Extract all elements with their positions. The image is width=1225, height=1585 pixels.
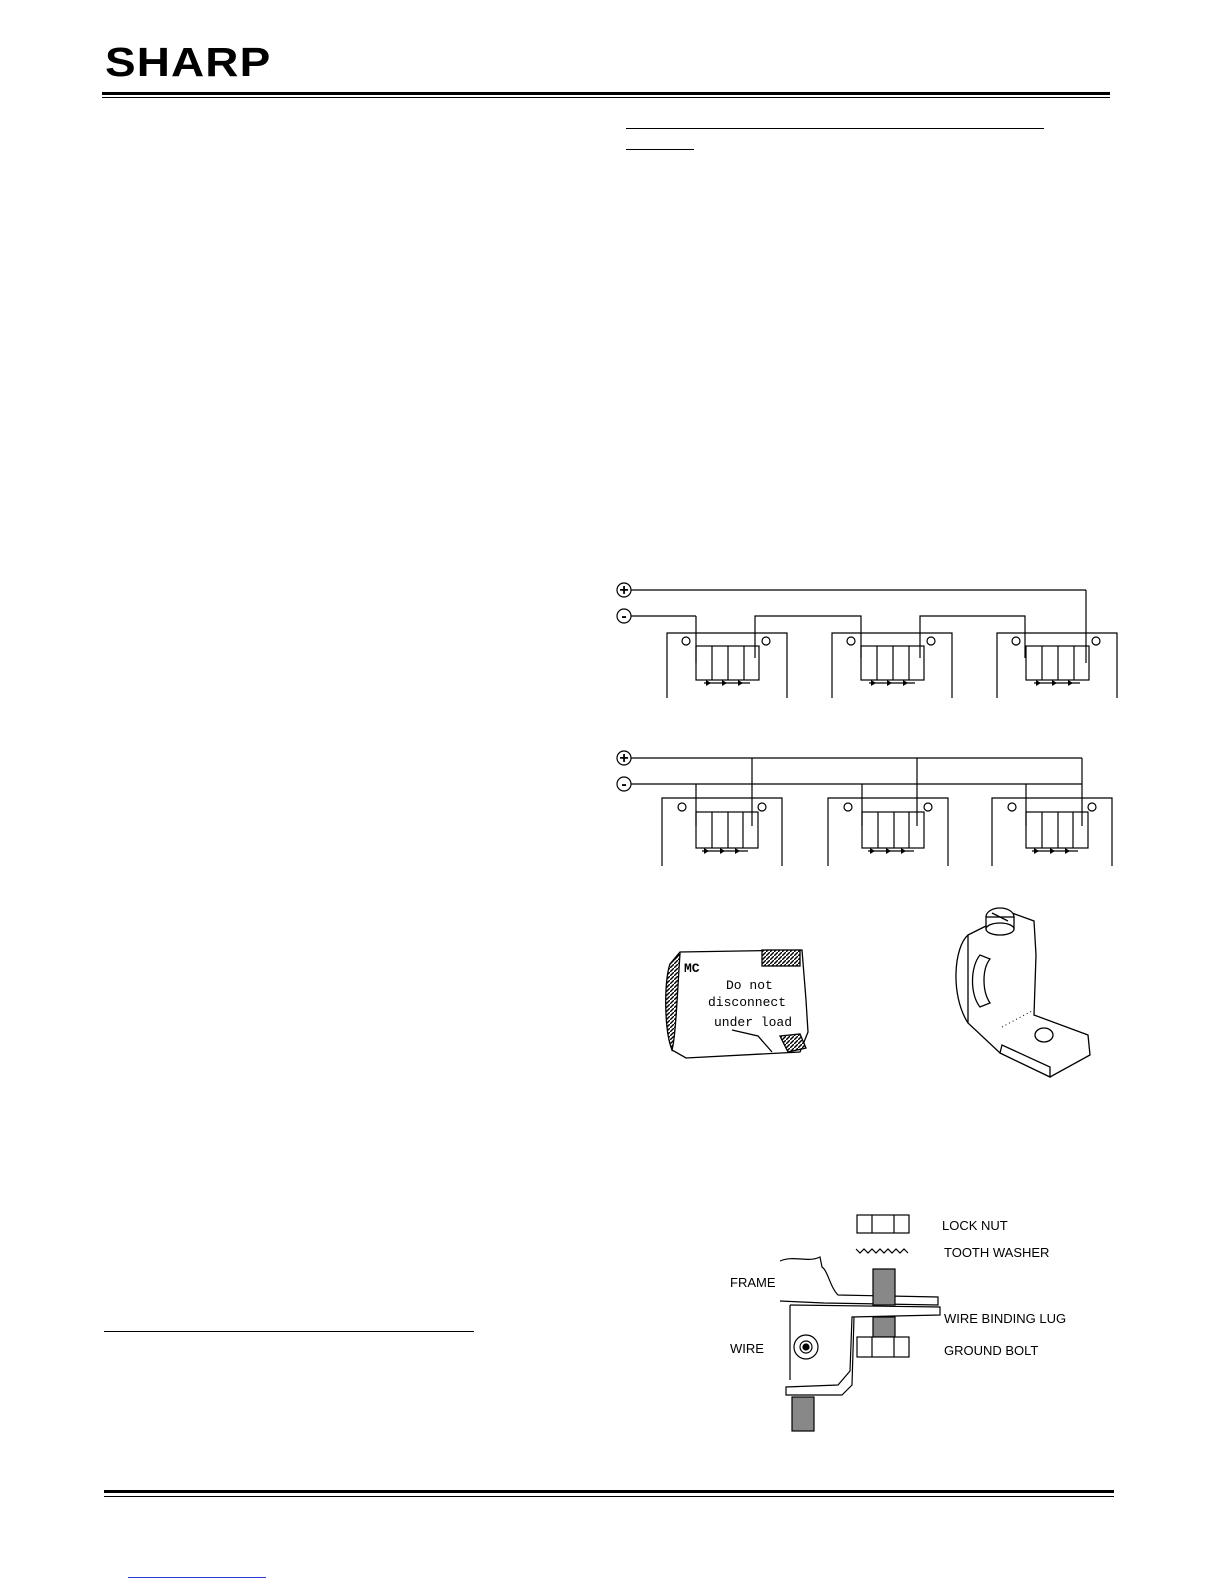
label-wire-binding-lug: WIRE BINDING LUG bbox=[944, 1311, 1067, 1326]
plus-terminal-label: + bbox=[619, 582, 629, 599]
label-wire: WIRE bbox=[730, 1341, 764, 1356]
label-ground-bolt: GROUND BOLT bbox=[944, 1343, 1039, 1358]
plus-terminal-label: + bbox=[619, 750, 629, 767]
section-heading-underline-2 bbox=[626, 149, 694, 150]
connector-text-line2: Do not bbox=[726, 978, 773, 993]
connector-text-line3: disconnect bbox=[708, 995, 787, 1010]
minus-terminal-label: - bbox=[621, 608, 627, 625]
parallel-wiring-diagram bbox=[612, 746, 1122, 871]
label-tooth-washer: TOOTH WASHER bbox=[944, 1245, 1050, 1260]
grounding-hardware-diagram bbox=[728, 1205, 1078, 1435]
footnote-divider bbox=[104, 1331, 474, 1332]
mc-connector-illustration bbox=[662, 940, 812, 1060]
brand-logo: SHARP bbox=[105, 39, 272, 85]
header-rule bbox=[102, 92, 1110, 95]
header-rule-thin bbox=[102, 97, 1110, 98]
label-lock-nut: LOCK NUT bbox=[942, 1218, 1008, 1233]
ground-lug-illustration bbox=[940, 895, 1100, 1080]
footer-link-underline[interactable] bbox=[128, 1577, 266, 1578]
connector-text-line4: under load bbox=[714, 1015, 793, 1030]
footer-rule-thin bbox=[104, 1496, 1114, 1497]
section-heading-underline bbox=[626, 128, 1044, 129]
connector-text-mc: MC bbox=[684, 961, 700, 976]
footer-rule bbox=[104, 1490, 1114, 1493]
series-wiring-diagram bbox=[612, 578, 1122, 703]
label-frame: FRAME bbox=[730, 1275, 776, 1290]
minus-terminal-label: - bbox=[621, 776, 627, 793]
